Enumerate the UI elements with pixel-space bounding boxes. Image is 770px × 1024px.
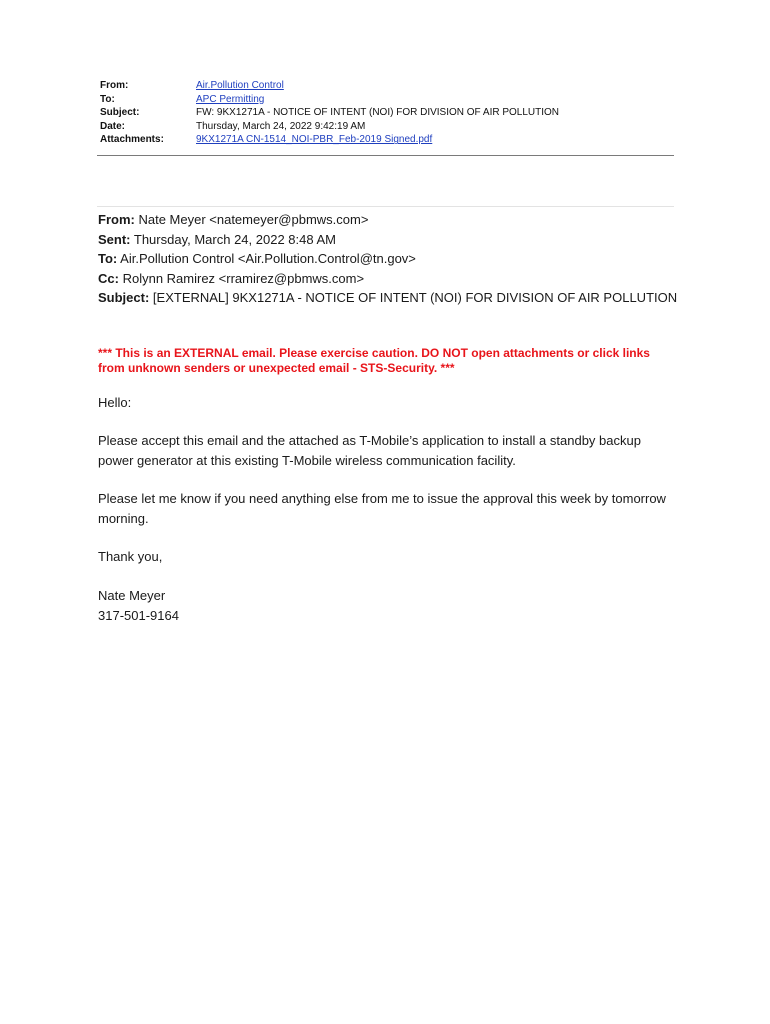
header-divider <box>97 155 674 156</box>
outer-from-row <box>100 79 674 93</box>
outer-date-label: Date: <box>100 120 126 132</box>
outer-date-row <box>100 120 674 134</box>
body-paragraph-2 <box>98 489 678 528</box>
outer-to-row <box>100 93 674 107</box>
warning-line-1: *** This is an EXTERNAL email. Please exercise caution. DO NOT open attachments or click links <box>98 346 650 360</box>
fwd-cc-row <box>98 269 678 289</box>
fwd-sent-row <box>98 230 678 250</box>
body-paragraph-1 <box>98 431 678 470</box>
outer-to-link[interactable]: APC Permitting <box>196 93 265 105</box>
outer-attachments-row <box>100 133 674 147</box>
outer-subject-label: Subject: <box>100 107 140 119</box>
greeting: Hello: <box>98 395 132 410</box>
fwd-from-label: From: <box>98 212 135 227</box>
forward-divider <box>97 206 674 207</box>
fwd-cc-label: Cc: <box>98 270 119 286</box>
closing: Thank you, <box>98 549 163 564</box>
fwd-from-value: Nate Meyer <natemeyer@pbmws.com> <box>138 212 369 227</box>
outer-date-value: Thursday, March 24, 2022 9:42:19 AM <box>196 120 366 132</box>
outer-from-link[interactable]: Air.Pollution Control <box>196 80 284 91</box>
signature <box>98 586 678 625</box>
external-email-warning <box>98 346 678 376</box>
body-paragraph-1-line-1: Please accept this email and the attached as T-Mobile’s application to install a standby backup <box>98 433 641 448</box>
forwarded-header <box>98 210 678 308</box>
fwd-cc-value: Rolynn Ramirez <rramirez@pbmws.com> <box>122 270 365 286</box>
signature-name: Nate Meyer <box>98 588 166 603</box>
body-paragraph-2-line-2: morning. <box>98 510 149 526</box>
body-paragraph-1-line-2: power generator at this existing T-Mobile wireless communication facility. <box>98 452 516 468</box>
fwd-from-row <box>98 210 678 230</box>
fwd-sent-label: Sent: <box>98 231 131 247</box>
fwd-to-value: Air.Pollution Control <Air.Pollution.Control@tn.gov> <box>120 251 416 266</box>
outer-email-header <box>100 79 674 147</box>
fwd-subject-value: [EXTERNAL] 9KX1271A - NOTICE OF INTENT (NOI) FOR DIVISION OF AIR POLLUTION <box>152 290 678 305</box>
outer-subject-value: FW: 9KX1271A - NOTICE OF INTENT (NOI) FOR DIVISION OF AIR POLLUTION <box>196 107 560 119</box>
fwd-to-label: To: <box>98 251 118 266</box>
body-paragraph-2-line-1: Please let me know if you need anything else from me to issue the approval this week by tomorrow <box>98 491 666 506</box>
outer-to-label: To: <box>100 93 115 105</box>
fwd-subject-label: Subject: <box>98 290 150 305</box>
outer-from-label: From: <box>100 80 129 91</box>
attachment-link[interactable]: 9KX1271A CN-1514_NOI-PBR_Feb-2019 Signed.pdf <box>196 134 433 146</box>
outer-subject-row <box>100 106 674 120</box>
fwd-sent-value: Thursday, March 24, 2022 8:48 AM <box>133 231 336 247</box>
outer-attachments-label: Attachments: <box>100 134 164 146</box>
fwd-to-row <box>98 249 678 269</box>
signature-phone: 317-501-9164 <box>98 607 179 623</box>
fwd-subject-row <box>98 288 678 308</box>
warning-line-2: from unknown senders or unexpected email - STS-Security. *** <box>98 361 455 375</box>
